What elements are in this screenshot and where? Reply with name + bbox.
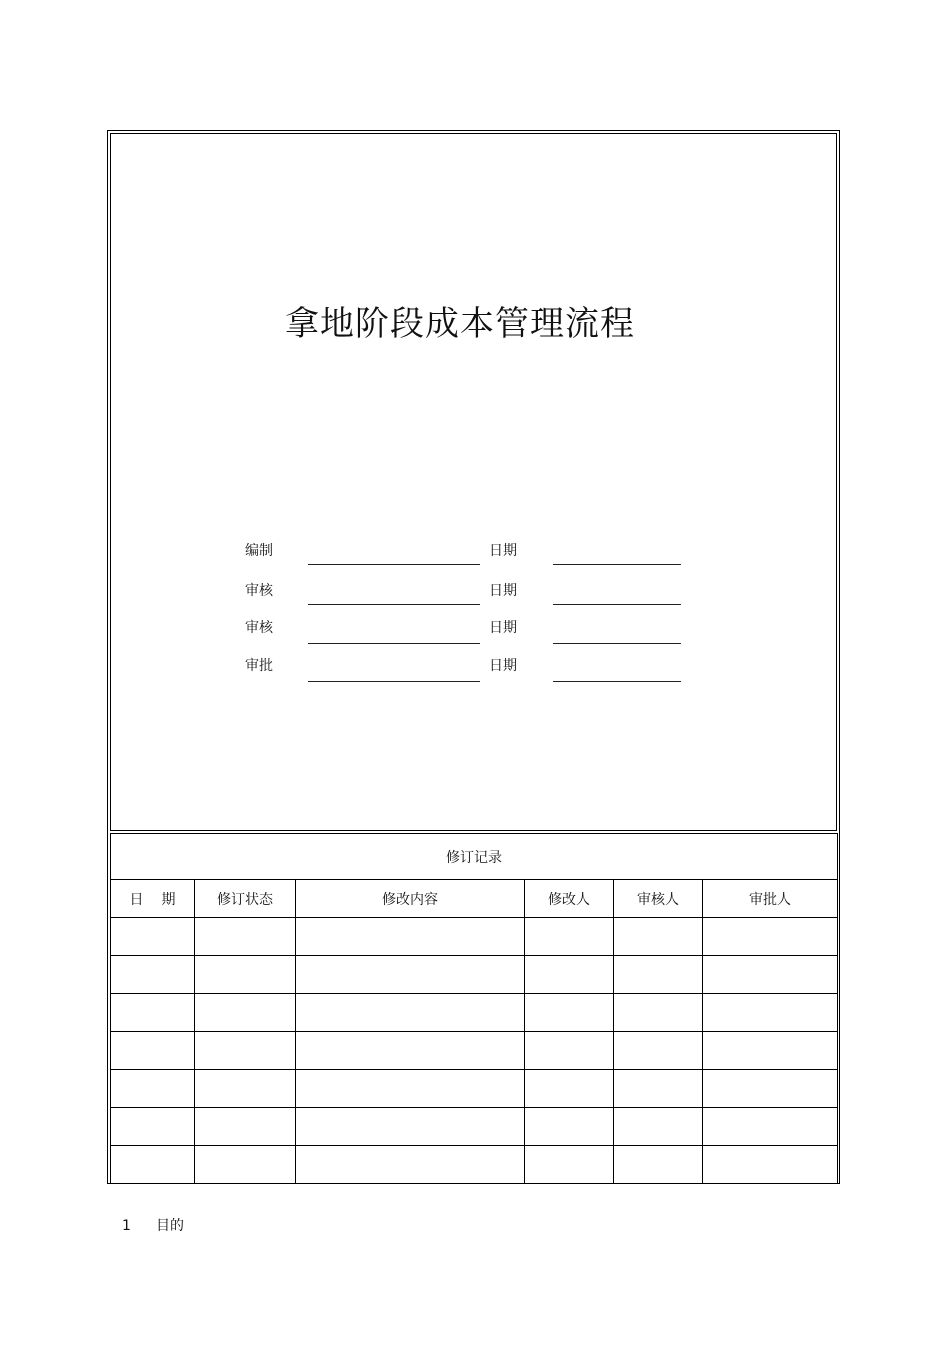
table-cell[interactable] <box>525 1146 614 1184</box>
section-heading <box>122 1215 184 1235</box>
date-line <box>553 643 681 644</box>
table-cell[interactable] <box>614 1146 703 1184</box>
table-cell[interactable] <box>296 956 525 994</box>
table-cell[interactable] <box>195 918 296 956</box>
table-row <box>111 1070 838 1108</box>
table-cell[interactable] <box>614 956 703 994</box>
table-cell[interactable] <box>703 994 838 1032</box>
table-cell[interactable] <box>614 1070 703 1108</box>
date-line <box>553 681 681 682</box>
date-label: 日期 <box>489 583 517 599</box>
table-row <box>111 994 838 1032</box>
signoff-label: 审核 <box>245 583 273 599</box>
table-cell[interactable] <box>296 994 525 1032</box>
column-header-reviewer: 审核人 <box>614 880 703 918</box>
date-label: 日期 <box>489 658 517 674</box>
signoff-row <box>0 655 950 685</box>
table-cell[interactable] <box>703 1108 838 1146</box>
table-cell[interactable] <box>296 1146 525 1184</box>
table-cell[interactable] <box>195 1108 296 1146</box>
table-cell[interactable] <box>111 1070 195 1108</box>
table-cell[interactable] <box>111 994 195 1032</box>
header-row <box>111 880 838 918</box>
table-cell[interactable] <box>614 1108 703 1146</box>
date-label: 日期 <box>489 620 517 636</box>
column-header-revision-status: 修订状态 <box>195 880 296 918</box>
cover-box <box>110 133 837 831</box>
table-cell[interactable] <box>111 918 195 956</box>
revision-record-table <box>110 833 838 1184</box>
table-cell[interactable] <box>296 1070 525 1108</box>
table-row <box>111 1032 838 1070</box>
table-cell[interactable] <box>195 1032 296 1070</box>
table-row <box>111 1146 838 1184</box>
document-title: 拿地阶段成本管理流程 <box>285 304 635 344</box>
section-title: 目的 <box>156 1218 184 1234</box>
signoff-row <box>0 540 950 570</box>
table-cell[interactable] <box>195 994 296 1032</box>
column-header-approver: 审批人 <box>703 880 838 918</box>
revision-record-caption: 修订记录 <box>111 834 838 880</box>
section-number: 1 <box>122 1218 131 1234</box>
table-cell[interactable] <box>525 1070 614 1108</box>
table-cell[interactable] <box>525 956 614 994</box>
table-cell[interactable] <box>195 1146 296 1184</box>
table-cell[interactable] <box>703 956 838 994</box>
date-header-part: 日 <box>129 891 144 908</box>
column-header-modifier: 修改人 <box>525 880 614 918</box>
signoff-row <box>0 617 950 647</box>
column-header-revision-content: 修改内容 <box>296 880 525 918</box>
table-row <box>111 956 838 994</box>
table-cell[interactable] <box>296 918 525 956</box>
table-cell[interactable] <box>111 956 195 994</box>
signature-line <box>308 564 480 565</box>
table-cell[interactable] <box>614 918 703 956</box>
signoff-label: 审核 <box>245 620 273 636</box>
table-cell[interactable] <box>703 1032 838 1070</box>
date-label: 日期 <box>489 543 517 559</box>
table-row <box>111 918 838 956</box>
table-cell[interactable] <box>614 994 703 1032</box>
column-header-date <box>111 880 195 918</box>
signature-line <box>308 681 480 682</box>
table-cell[interactable] <box>525 1108 614 1146</box>
signoff-label: 审批 <box>245 658 273 674</box>
signature-line <box>308 604 480 605</box>
table-cell[interactable] <box>703 1146 838 1184</box>
table-cell[interactable] <box>525 994 614 1032</box>
table-cell[interactable] <box>296 1032 525 1070</box>
signoff-row <box>0 580 950 610</box>
signoff-label: 编制 <box>245 543 273 559</box>
table-cell[interactable] <box>614 1032 703 1070</box>
table-cell[interactable] <box>296 1108 525 1146</box>
table-cell[interactable] <box>195 1070 296 1108</box>
table-row <box>111 1108 838 1146</box>
table-cell[interactable] <box>703 918 838 956</box>
date-line <box>553 564 681 565</box>
table-cell[interactable] <box>111 1108 195 1146</box>
signature-line <box>308 643 480 644</box>
table-cell[interactable] <box>111 1146 195 1184</box>
table-cell[interactable] <box>525 1032 614 1070</box>
date-header-part: 期 <box>161 891 176 908</box>
table-cell[interactable] <box>525 918 614 956</box>
table-cell[interactable] <box>703 1070 838 1108</box>
table-cell[interactable] <box>111 1032 195 1070</box>
table-cell[interactable] <box>195 956 296 994</box>
date-line <box>553 604 681 605</box>
